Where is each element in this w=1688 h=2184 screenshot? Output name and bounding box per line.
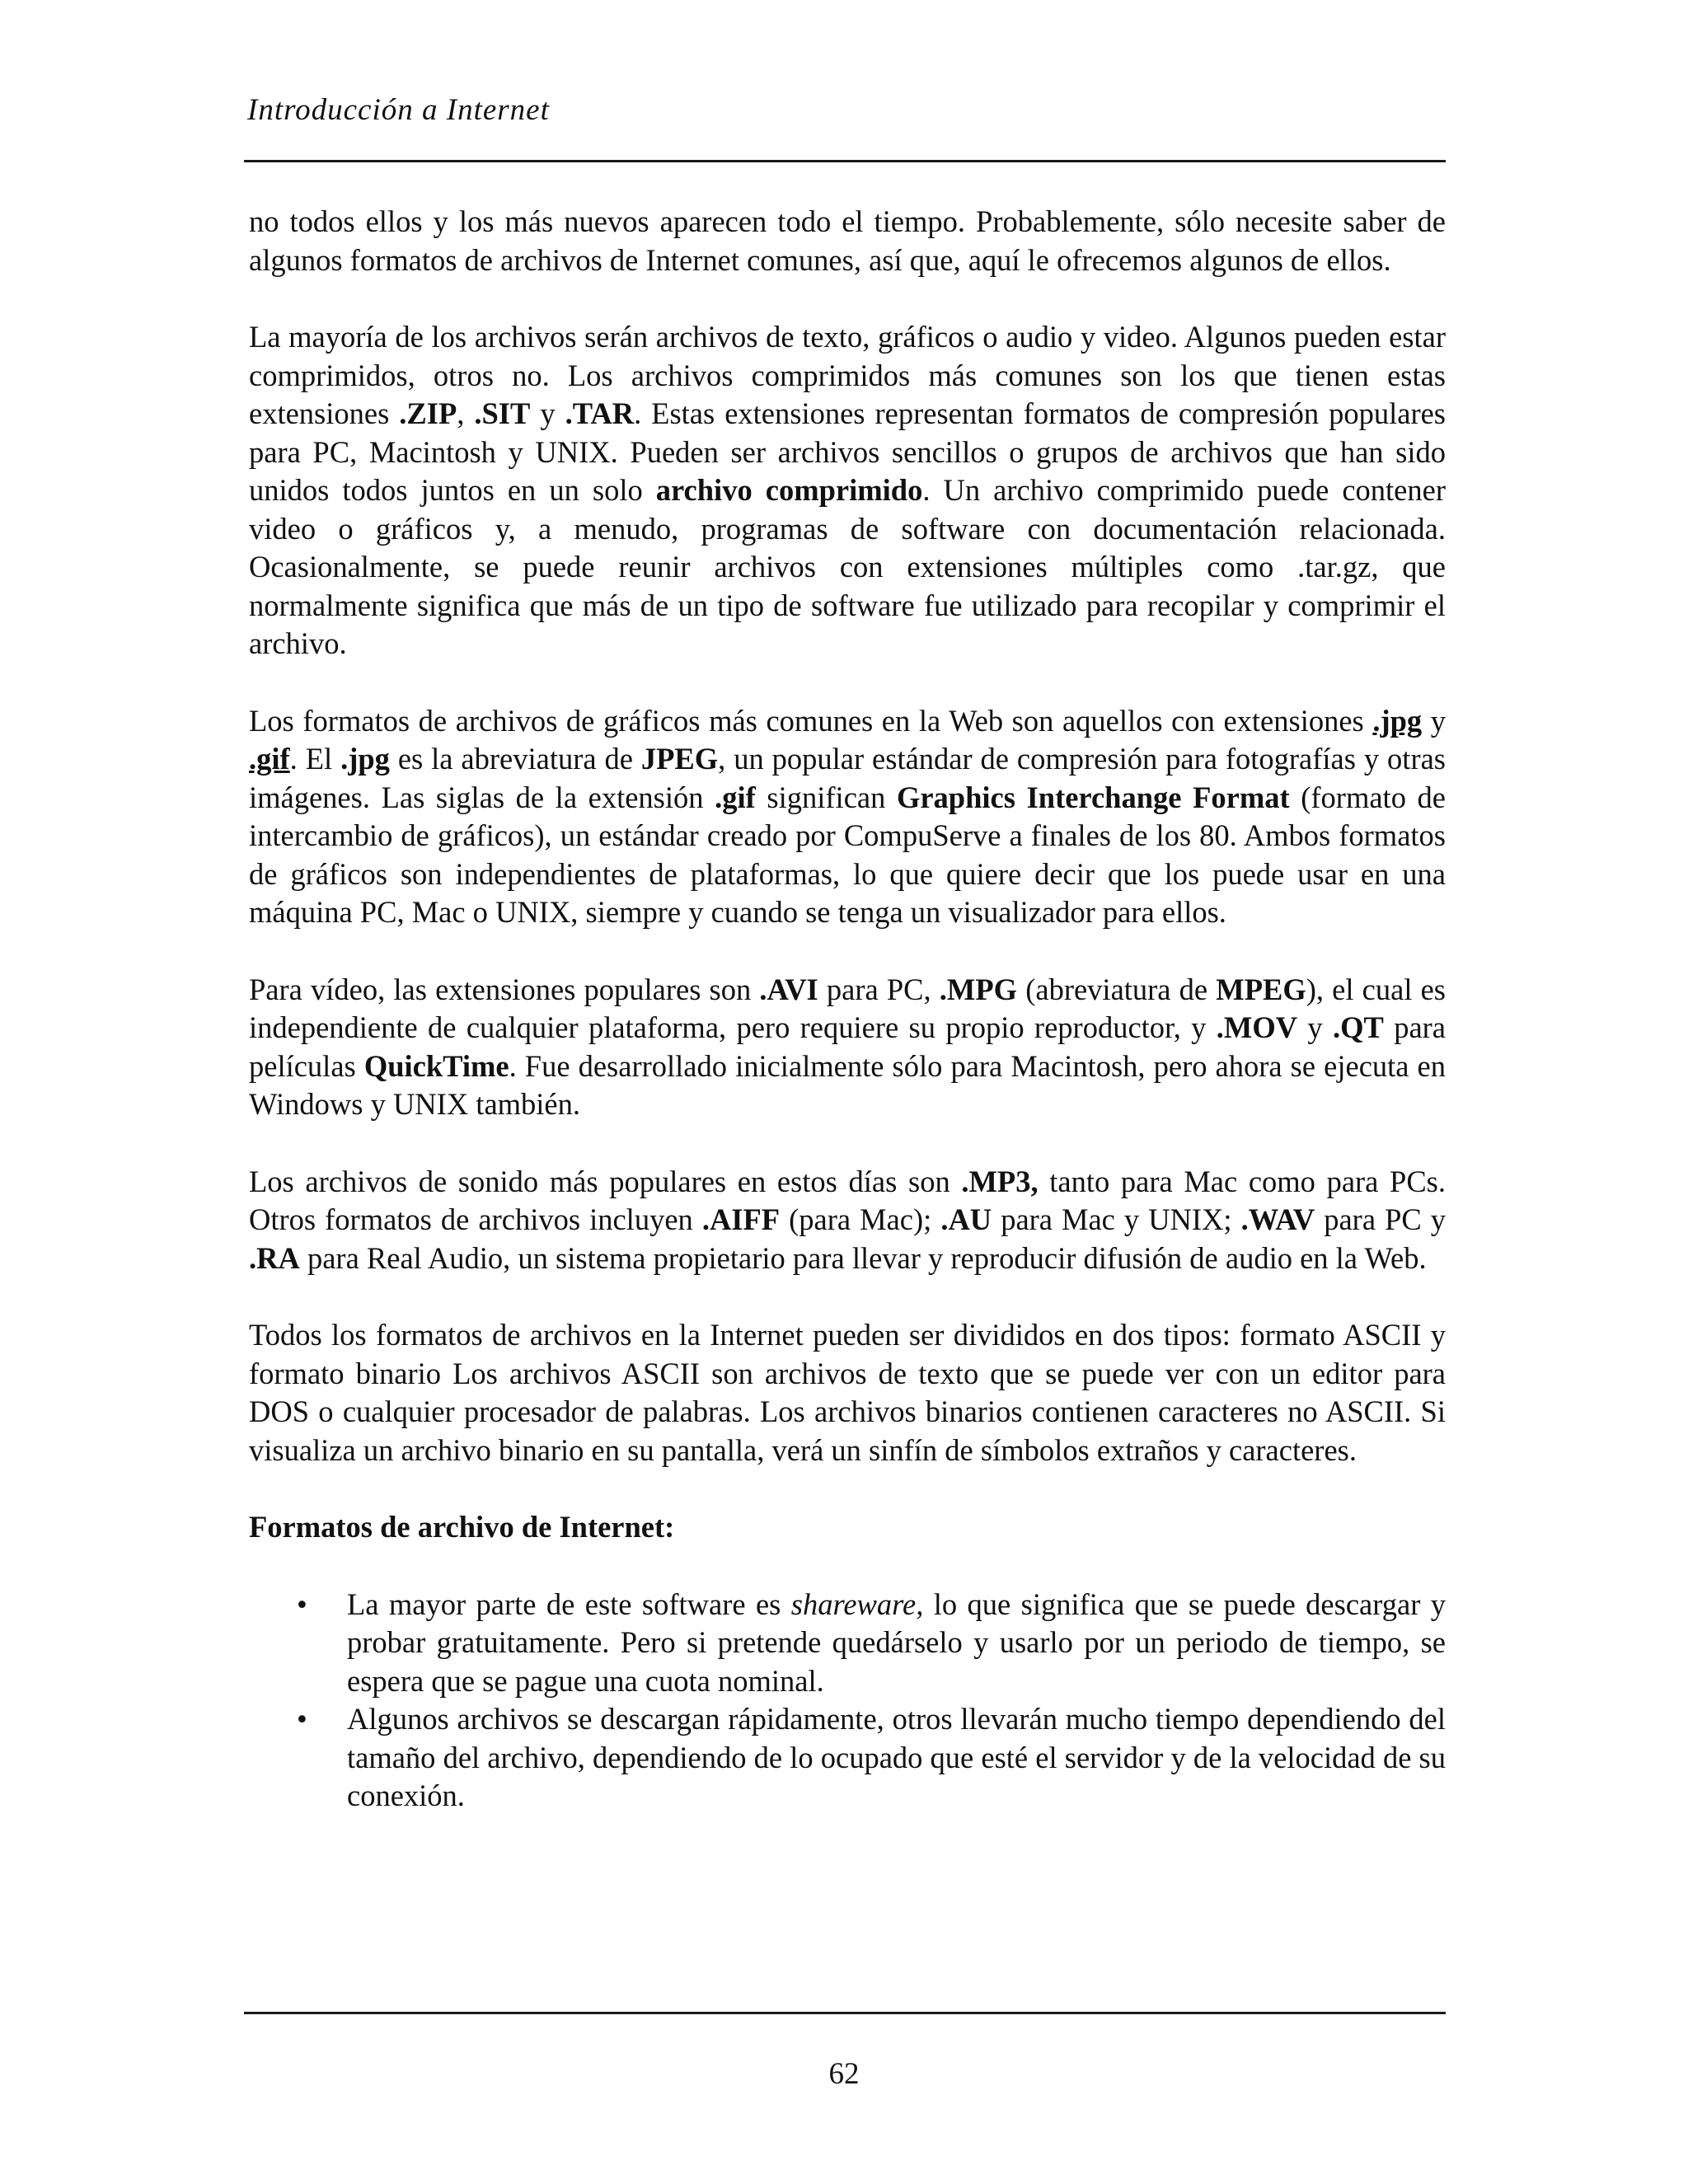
term-mpeg: MPEG (1216, 972, 1306, 1006)
text-run: Para vídeo, las extensiones populares son (249, 972, 760, 1006)
bullet-icon: • (297, 1702, 307, 1736)
ext-jpg: .jpg (340, 742, 390, 776)
paragraph-graphics-formats (249, 702, 1446, 932)
ext-tar: .TAR (565, 396, 635, 430)
text-run: Los formatos de archivos de gráficos más comunes en la Web son aquellos con extensiones (249, 703, 1373, 738)
section-heading: Formatos de archivo de Internet: (249, 1510, 675, 1544)
ext-gif: .gif (715, 780, 756, 814)
paragraph-intro (249, 203, 1446, 279)
paragraph-video-formats (249, 971, 1446, 1124)
text-run: ), el cual es independiente de cualquier plataforma, pero requiere su propio reproductor, y (249, 972, 1447, 1044)
list-item (249, 1700, 1446, 1816)
ext-gif-link (249, 742, 290, 776)
term-archivo-comprimido: archivo comprimido (655, 473, 923, 507)
ext-ra: .RA (249, 1240, 300, 1275)
header-rule (244, 160, 1446, 162)
text-run: es la abreviatura de (389, 742, 641, 776)
text-run: y (1297, 1010, 1333, 1044)
text-run: y (530, 396, 565, 430)
ext-qt: .QT (1333, 1010, 1384, 1044)
bullet-list (249, 1586, 1446, 1816)
term-graphics-interchange-format: Graphics Interchange Format (896, 780, 1290, 814)
ext-jpg-link-text: .jpg (1372, 703, 1423, 738)
text-run: La mayor parte de este software es (347, 1586, 791, 1621)
paragraph-audio-formats (249, 1163, 1446, 1278)
text-run: (abreviatura de (1017, 972, 1217, 1006)
ext-zip: .ZIP (399, 396, 457, 430)
paragraph-compressed-files (249, 318, 1446, 663)
ext-gif-link-text: .gif (249, 742, 290, 776)
text-run: , un popular estándar de compresión para fotografías y otras imágenes. Las siglas de la extensión (249, 742, 1446, 814)
running-header: Introducción a Internet (247, 93, 550, 127)
ext-sit: .SIT (474, 396, 531, 430)
footer-rule (244, 2012, 1446, 2014)
paragraph-ascii-binary (249, 1316, 1446, 1469)
text-run: no todos ellos y los más nuevos aparecen todo el tiempo. Probablemente, sólo necesite saber de algunos formatos de archivos de Internet comunes, así que, aquí le ofrecemos algunos de ellos. (249, 204, 1446, 277)
term-quicktime: QuickTime (363, 1048, 509, 1083)
text-run: Los archivos de sonido más populares en estos días son (249, 1164, 962, 1198)
text-run: tanto para Mac como para PCs. Otros formatos de archivos incluyen (249, 1164, 1447, 1236)
ext-mp3: .MP3, (961, 1164, 1039, 1198)
ext-wav: .WAV (1240, 1202, 1315, 1236)
text-run: La mayoría de los archivos serán archivos de texto, gráficos o audio y video. Algunos pueden estar comprimidos, otros no. Los archivos comprimidos más comunes son los que tienen estas extensiones (249, 320, 1446, 430)
text-run: . Un archivo comprimido puede contener video o gráficos y, a menudo, programas de software con documentación relacionada. Ocasionalmente, se puede reunir archivos con extensiones múltiples como .tar.gz, que normalmente significa que más de un tipo de software fue utilizado para recopilar y comprimir el archivo. (249, 473, 1446, 660)
text-run: para PC, (818, 972, 940, 1006)
bullet-icon: • (297, 1586, 307, 1621)
text-run: (formato de intercambio de gráficos), un estándar creado por CompuServe a finales de los 80. Ambos formatos de gráficos son independientes de plataformas, lo que quiere decir que los puede usar en una máquina PC, Mac o UNIX, siempre y cuando se tenga un visualizador para ellos. (249, 780, 1447, 929)
text-run: para Mac y UNIX; (992, 1202, 1241, 1236)
ext-mov: .MOV (1216, 1010, 1298, 1044)
ext-au: .AU (940, 1202, 992, 1236)
text-run: y (1422, 703, 1447, 738)
text-run: para Real Audio, un sistema propietario para llevar y reproducir difusión de audio en la Web. (299, 1240, 1427, 1275)
text-run: para PC y (1315, 1202, 1447, 1236)
text-run: para películas (249, 1010, 1447, 1083)
text-run: (para Mac); (780, 1202, 941, 1236)
text-run: significan (755, 780, 897, 814)
text-run: . El (289, 742, 341, 776)
text-run: . Estas extensiones representan formatos de compresión populares para PC, Macintosh y UNIX. Pueden ser archivos sencillos o grupos de archivos que han sido unidos todos juntos en un solo (249, 396, 1447, 507)
ext-aiff: .AIFF (701, 1202, 781, 1236)
term-shareware: shareware, (790, 1586, 924, 1621)
text-run: lo que significa que se puede descargar y probar gratuitamente. Pero si pretende quedárselo y usarlo por un periodo de tiempo, se espera que se pague una cuota nominal. (347, 1586, 1446, 1698)
page-body (249, 203, 1446, 1816)
ext-jpg-link (1372, 704, 1422, 738)
ext-mpg: .MPG (939, 972, 1018, 1006)
text-run: , (457, 396, 475, 430)
text-run: Todos los formatos de archivos en la Internet pueden ser divididos en dos tipos: formato ASCII y formato binario Los archivos ASCII son archivos de texto que se puede ver con un editor para DOS o cualquier procesador de palabras. Los archivos binarios contienen caracteres no ASCII. Si visualiza un archivo binario en su pantalla, verá un sinfín de símbolos extraños y caracteres. (249, 1318, 1446, 1467)
list-item (249, 1586, 1446, 1701)
term-jpeg: JPEG (640, 742, 719, 776)
text-run: Algunos archivos se descargan rápidamente, otros llevarán mucho tiempo dependiendo del tamaño del archivo, dependiendo de lo ocupado que esté el servidor y de la velocidad de su conexión. (347, 1702, 1446, 1812)
page-number: 62 (828, 2057, 860, 2091)
text-run: . Fue desarrollado inicialmente sólo para Macintosh, pero ahora se ejecuta en Windows y UNIX también. (249, 1048, 1447, 1121)
ext-avi: .AVI (759, 972, 818, 1006)
